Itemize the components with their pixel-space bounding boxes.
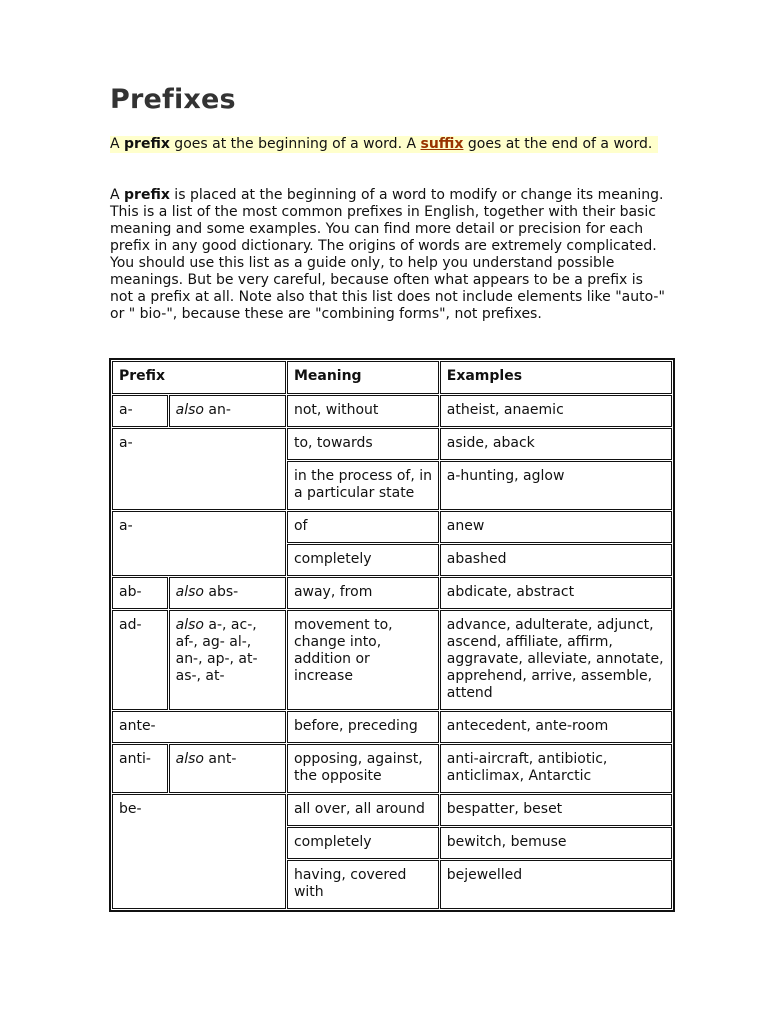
also-cell: [169, 744, 286, 793]
examples-cell: bewitch, bemuse: [440, 827, 672, 859]
definition-note: [110, 136, 658, 153]
also-cell: [169, 610, 286, 710]
note-bold-prefix: prefix: [124, 136, 170, 152]
examples-cell: a-hunting, aglow: [440, 461, 672, 510]
note-text: A: [110, 136, 125, 152]
meaning-cell: completely: [287, 827, 439, 859]
examples-cell: anti-aircraft, antibiotic, anticlimax, Antarctic: [440, 744, 672, 793]
meaning-cell: movement to, change into, addition or increase: [287, 610, 439, 710]
header-examples: Examples: [440, 361, 672, 394]
table-row: [112, 794, 672, 826]
also-label: also: [175, 617, 204, 633]
intro-paragraph: [110, 187, 666, 323]
note-text: goes at the beginning of a word. A: [169, 136, 421, 152]
prefix-cell: ad-: [112, 610, 168, 710]
meaning-cell: in the process of, in a particular state: [287, 461, 439, 510]
table-row: [112, 428, 672, 460]
prefix-table: [109, 358, 675, 912]
prefix-cell: a-: [112, 428, 286, 510]
prefix-cell: be-: [112, 794, 286, 909]
also-label: also: [175, 751, 204, 767]
also-value: a-, ac-, af-, ag- al-, an-, ap-, at- as-, at-: [175, 617, 258, 684]
also-cell: [169, 577, 286, 609]
table-row: [112, 577, 672, 609]
meaning-cell: opposing, against, the opposite: [287, 744, 439, 793]
also-value: abs-: [208, 584, 239, 600]
also-label: also: [175, 402, 204, 418]
examples-cell: bejewelled: [440, 860, 672, 909]
table-row: [112, 610, 672, 710]
table-row: [112, 511, 672, 543]
table-header-row: [112, 361, 672, 394]
table-row: [112, 744, 672, 793]
also-value: ant-: [208, 751, 237, 767]
meaning-cell: completely: [287, 544, 439, 576]
examples-cell: anew: [440, 511, 672, 543]
meaning-cell: having, covered with: [287, 860, 439, 909]
prefix-cell: a-: [112, 511, 286, 576]
meaning-cell: all over, all around: [287, 794, 439, 826]
examples-cell: atheist, anaemic: [440, 395, 672, 427]
also-value: an-: [208, 402, 231, 418]
examples-cell: antecedent, ante-room: [440, 711, 672, 743]
prefix-cell: ante-: [112, 711, 286, 743]
prefix-cell: anti-: [112, 744, 168, 793]
table-row: [112, 711, 672, 743]
meaning-cell: away, from: [287, 577, 439, 609]
examples-cell: abashed: [440, 544, 672, 576]
examples-cell: advance, adulterate, adjunct, ascend, affiliate, affirm, aggravate, alleviate, annotate, apprehend, arrive, assemble, attend: [440, 610, 672, 710]
examples-cell: bespatter, beset: [440, 794, 672, 826]
meaning-cell: to, towards: [287, 428, 439, 460]
also-cell: [169, 395, 286, 427]
examples-cell: aside, aback: [440, 428, 672, 460]
suffix-link[interactable]: suffix: [420, 136, 464, 152]
meaning-cell: not, without: [287, 395, 439, 427]
header-meaning: Meaning: [287, 361, 439, 394]
prefix-cell: a-: [112, 395, 168, 427]
intro-text: A: [110, 187, 125, 203]
examples-cell: abdicate, abstract: [440, 577, 672, 609]
note-text: goes at the end of a word.: [463, 136, 653, 152]
table-row: [112, 395, 672, 427]
meaning-cell: before, preceding: [287, 711, 439, 743]
also-label: also: [175, 584, 204, 600]
intro-text: is placed at the beginning of a word to modify or change its meaning. This is a list of the most common prefixes in English, together with their basic meaning and some examples. You can find more detail or precision for each prefix in any good dictionary. The origins of words are extremely complicated. You should use this list as a guide only, to help you understand possible meanings. But be very careful, because often what appears to be a prefix is not a prefix at all. Note also that this list does not include elements like "auto-" or " bio-", because these are "combining forms", not prefixes.: [110, 187, 665, 322]
page-title: Prefixes: [110, 84, 236, 115]
header-prefix: Prefix: [112, 361, 286, 394]
prefix-cell: ab-: [112, 577, 168, 609]
meaning-cell: of: [287, 511, 439, 543]
intro-bold-prefix: prefix: [124, 187, 170, 203]
